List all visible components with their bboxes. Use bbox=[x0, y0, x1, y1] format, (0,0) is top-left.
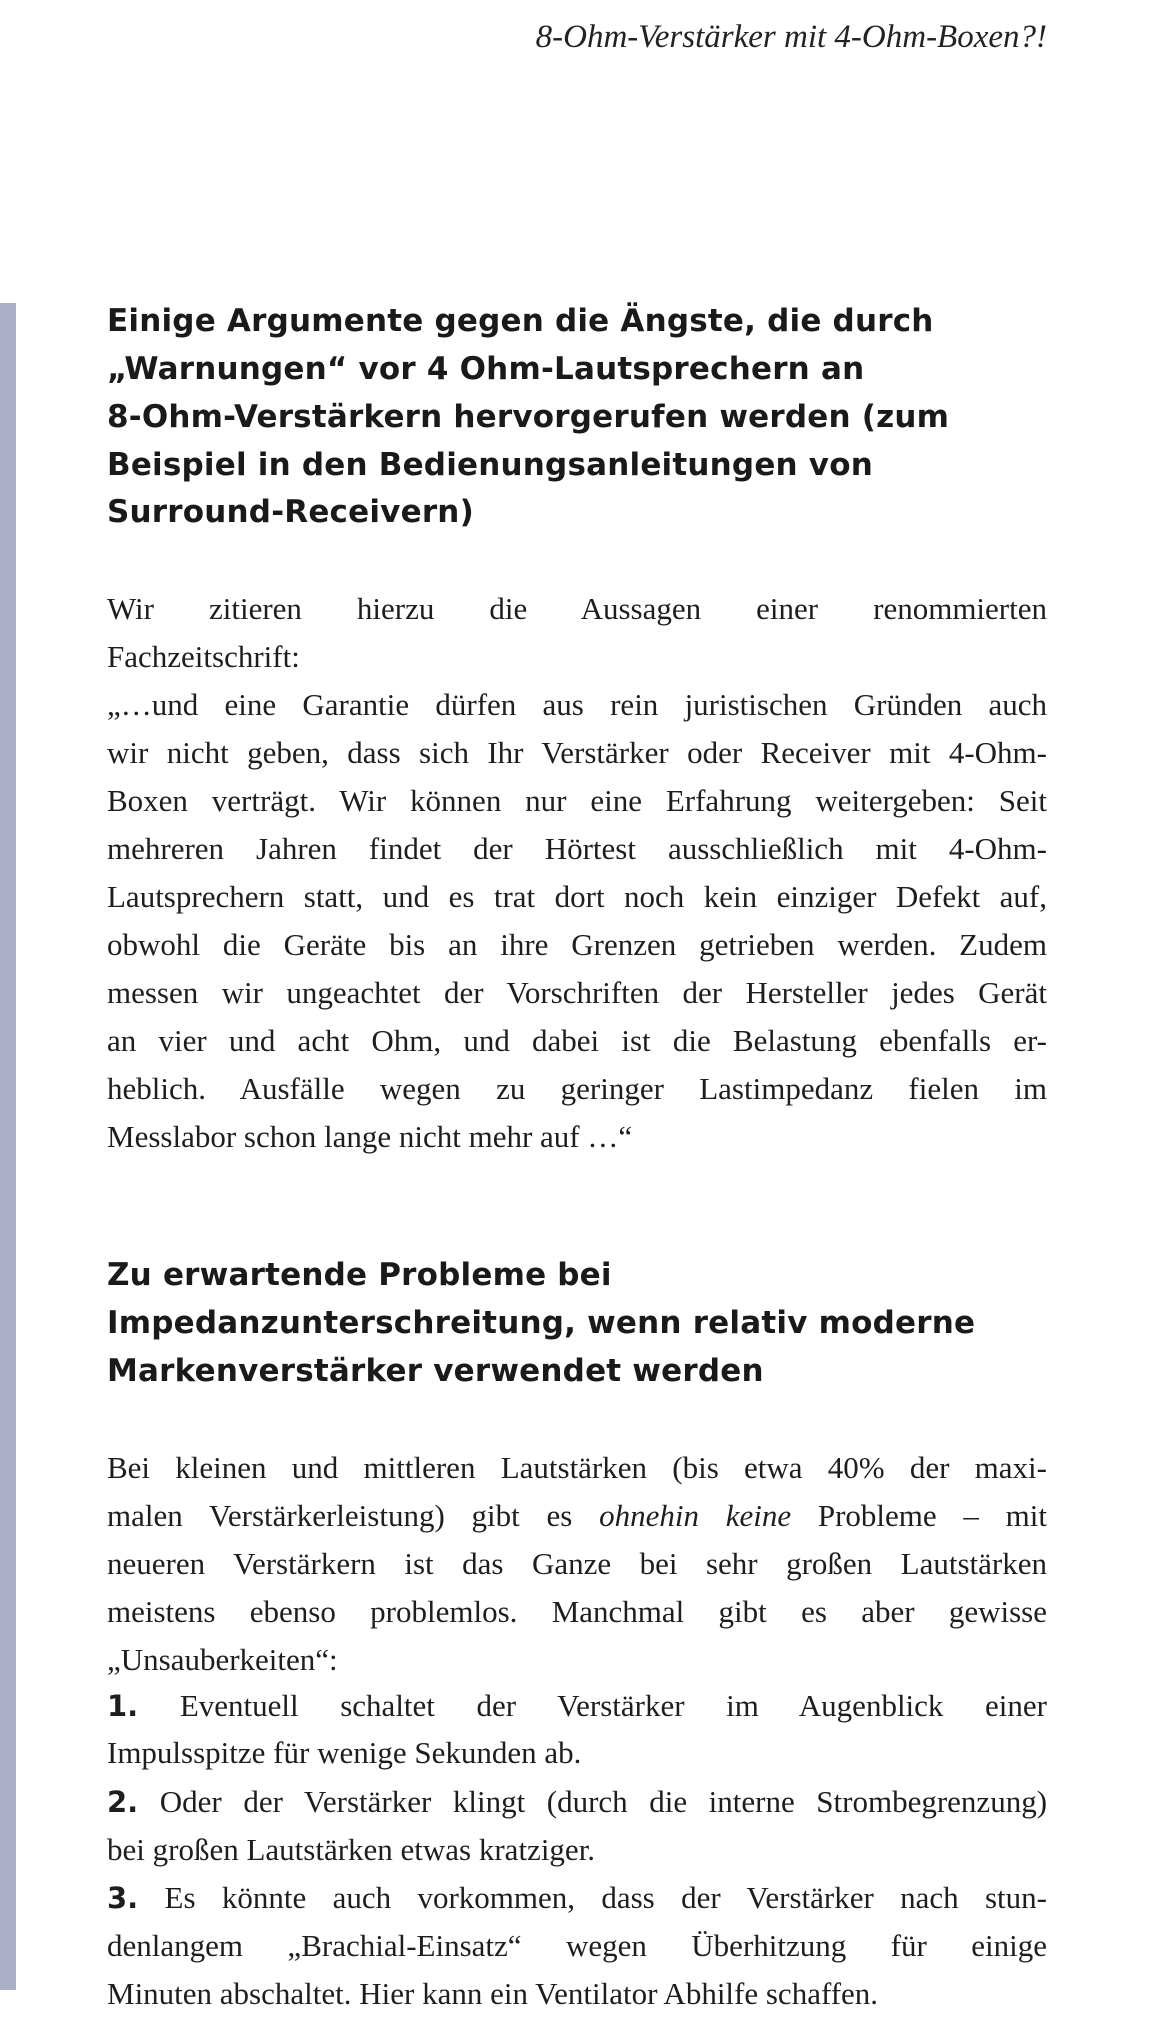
body-line: messen wir ungeachtet der Vorschriften der Hersteller jedes Gerät bbox=[107, 975, 1047, 1010]
body-text: Probleme – mit bbox=[791, 1498, 1047, 1533]
body-text: malen Verstärkerleistung) gibt es bbox=[107, 1498, 600, 1533]
emphasis-text: ohnehin keine bbox=[599, 1498, 792, 1533]
list-text: Oder der Verstärker klingt (durch die interne Strombegrenzung) bbox=[159, 1784, 1047, 1819]
body-line: Minuten abschaltet. Hier kann ein Ventilator Abhilfe schaffen. bbox=[107, 1976, 879, 2011]
body-line: bei großen Lautstärken etwas kratziger. bbox=[107, 1832, 596, 1867]
body-line bbox=[107, 1686, 1047, 1726]
heading-line: Surround-Receivern) bbox=[107, 494, 474, 530]
body-line: an vier und acht Ohm, und dabei ist die Belastung ebenfalls er- bbox=[107, 1023, 1047, 1058]
list-number: 2. bbox=[107, 1785, 139, 1819]
heading-line: Einige Argumente gegen die Ängste, die durch bbox=[107, 303, 934, 339]
body-line: „…und eine Garantie dürfen aus rein juristischen Gründen auch bbox=[107, 687, 1047, 722]
list-text: Eventuell schaltet der Verstärker im Augenblick einer bbox=[179, 1688, 1047, 1723]
body-line: wir nicht geben, dass sich Ihr Verstärker oder Receiver mit 4-Ohm- bbox=[107, 735, 1047, 770]
heading-line: Zu erwartende Probleme bei bbox=[107, 1257, 612, 1293]
body-line: meistens ebenso problemlos. Manchmal gibt es aber gewisse bbox=[107, 1594, 1047, 1629]
body-line: Bei kleinen und mittleren Lautstärken (bis etwa 40% der maxi- bbox=[107, 1450, 1047, 1485]
heading-line: Beispiel in den Bedienungsanleitungen von bbox=[107, 447, 873, 483]
running-header: 8-Ohm-Verstärker mit 4-Ohm-Boxen?! bbox=[535, 19, 1047, 55]
heading-line: Impedanzunterschreitung, wenn relativ moderne bbox=[107, 1305, 976, 1341]
heading-line: 8-Ohm-Verstärkern hervorgerufen werden (zum bbox=[107, 399, 950, 435]
body-line bbox=[107, 1496, 1047, 1536]
body-line: Fachzeitschrift: bbox=[107, 639, 300, 674]
side-accent-bar bbox=[0, 303, 16, 1990]
list-number: 3. bbox=[107, 1881, 139, 1915]
body-line: Boxen verträgt. Wir können nur eine Erfahrung weitergeben: Seit bbox=[107, 783, 1047, 818]
body-line: mehreren Jahren findet der Hörtest ausschließlich mit 4-Ohm- bbox=[107, 831, 1047, 866]
list-text: Es könnte auch vorkommen, dass der Verstärker nach stun- bbox=[164, 1880, 1047, 1915]
heading-line: Markenverstärker verwendet werden bbox=[107, 1353, 764, 1389]
heading-line: „Warnungen“ vor 4 Ohm-Lautsprechern an bbox=[107, 351, 865, 387]
body-line: heblich. Ausfälle wegen zu geringer Lastimpedanz fielen im bbox=[107, 1071, 1047, 1106]
body-line: denlangem „Brachial-Einsatz“ wegen Überhitzung für einige bbox=[107, 1928, 1047, 1963]
body-line bbox=[107, 1782, 1047, 1822]
body-line: Impulsspitze für wenige Sekunden ab. bbox=[107, 1735, 582, 1770]
body-line: obwohl die Geräte bis an ihre Grenzen getrieben werden. Zudem bbox=[107, 927, 1047, 962]
body-line bbox=[107, 1878, 1047, 1918]
body-line: neueren Verstärkern ist das Ganze bei sehr großen Lautstärken bbox=[107, 1546, 1047, 1581]
body-line: Wir zitieren hierzu die Aussagen einer renommierten bbox=[107, 591, 1047, 626]
list-number: 1. bbox=[107, 1689, 139, 1723]
body-line: Messlabor schon lange nicht mehr auf …“ bbox=[107, 1119, 633, 1154]
body-line: „Unsauberkeiten“: bbox=[107, 1642, 338, 1677]
body-line: Lautsprechern statt, und es trat dort noch kein einziger Defekt auf, bbox=[107, 879, 1047, 914]
